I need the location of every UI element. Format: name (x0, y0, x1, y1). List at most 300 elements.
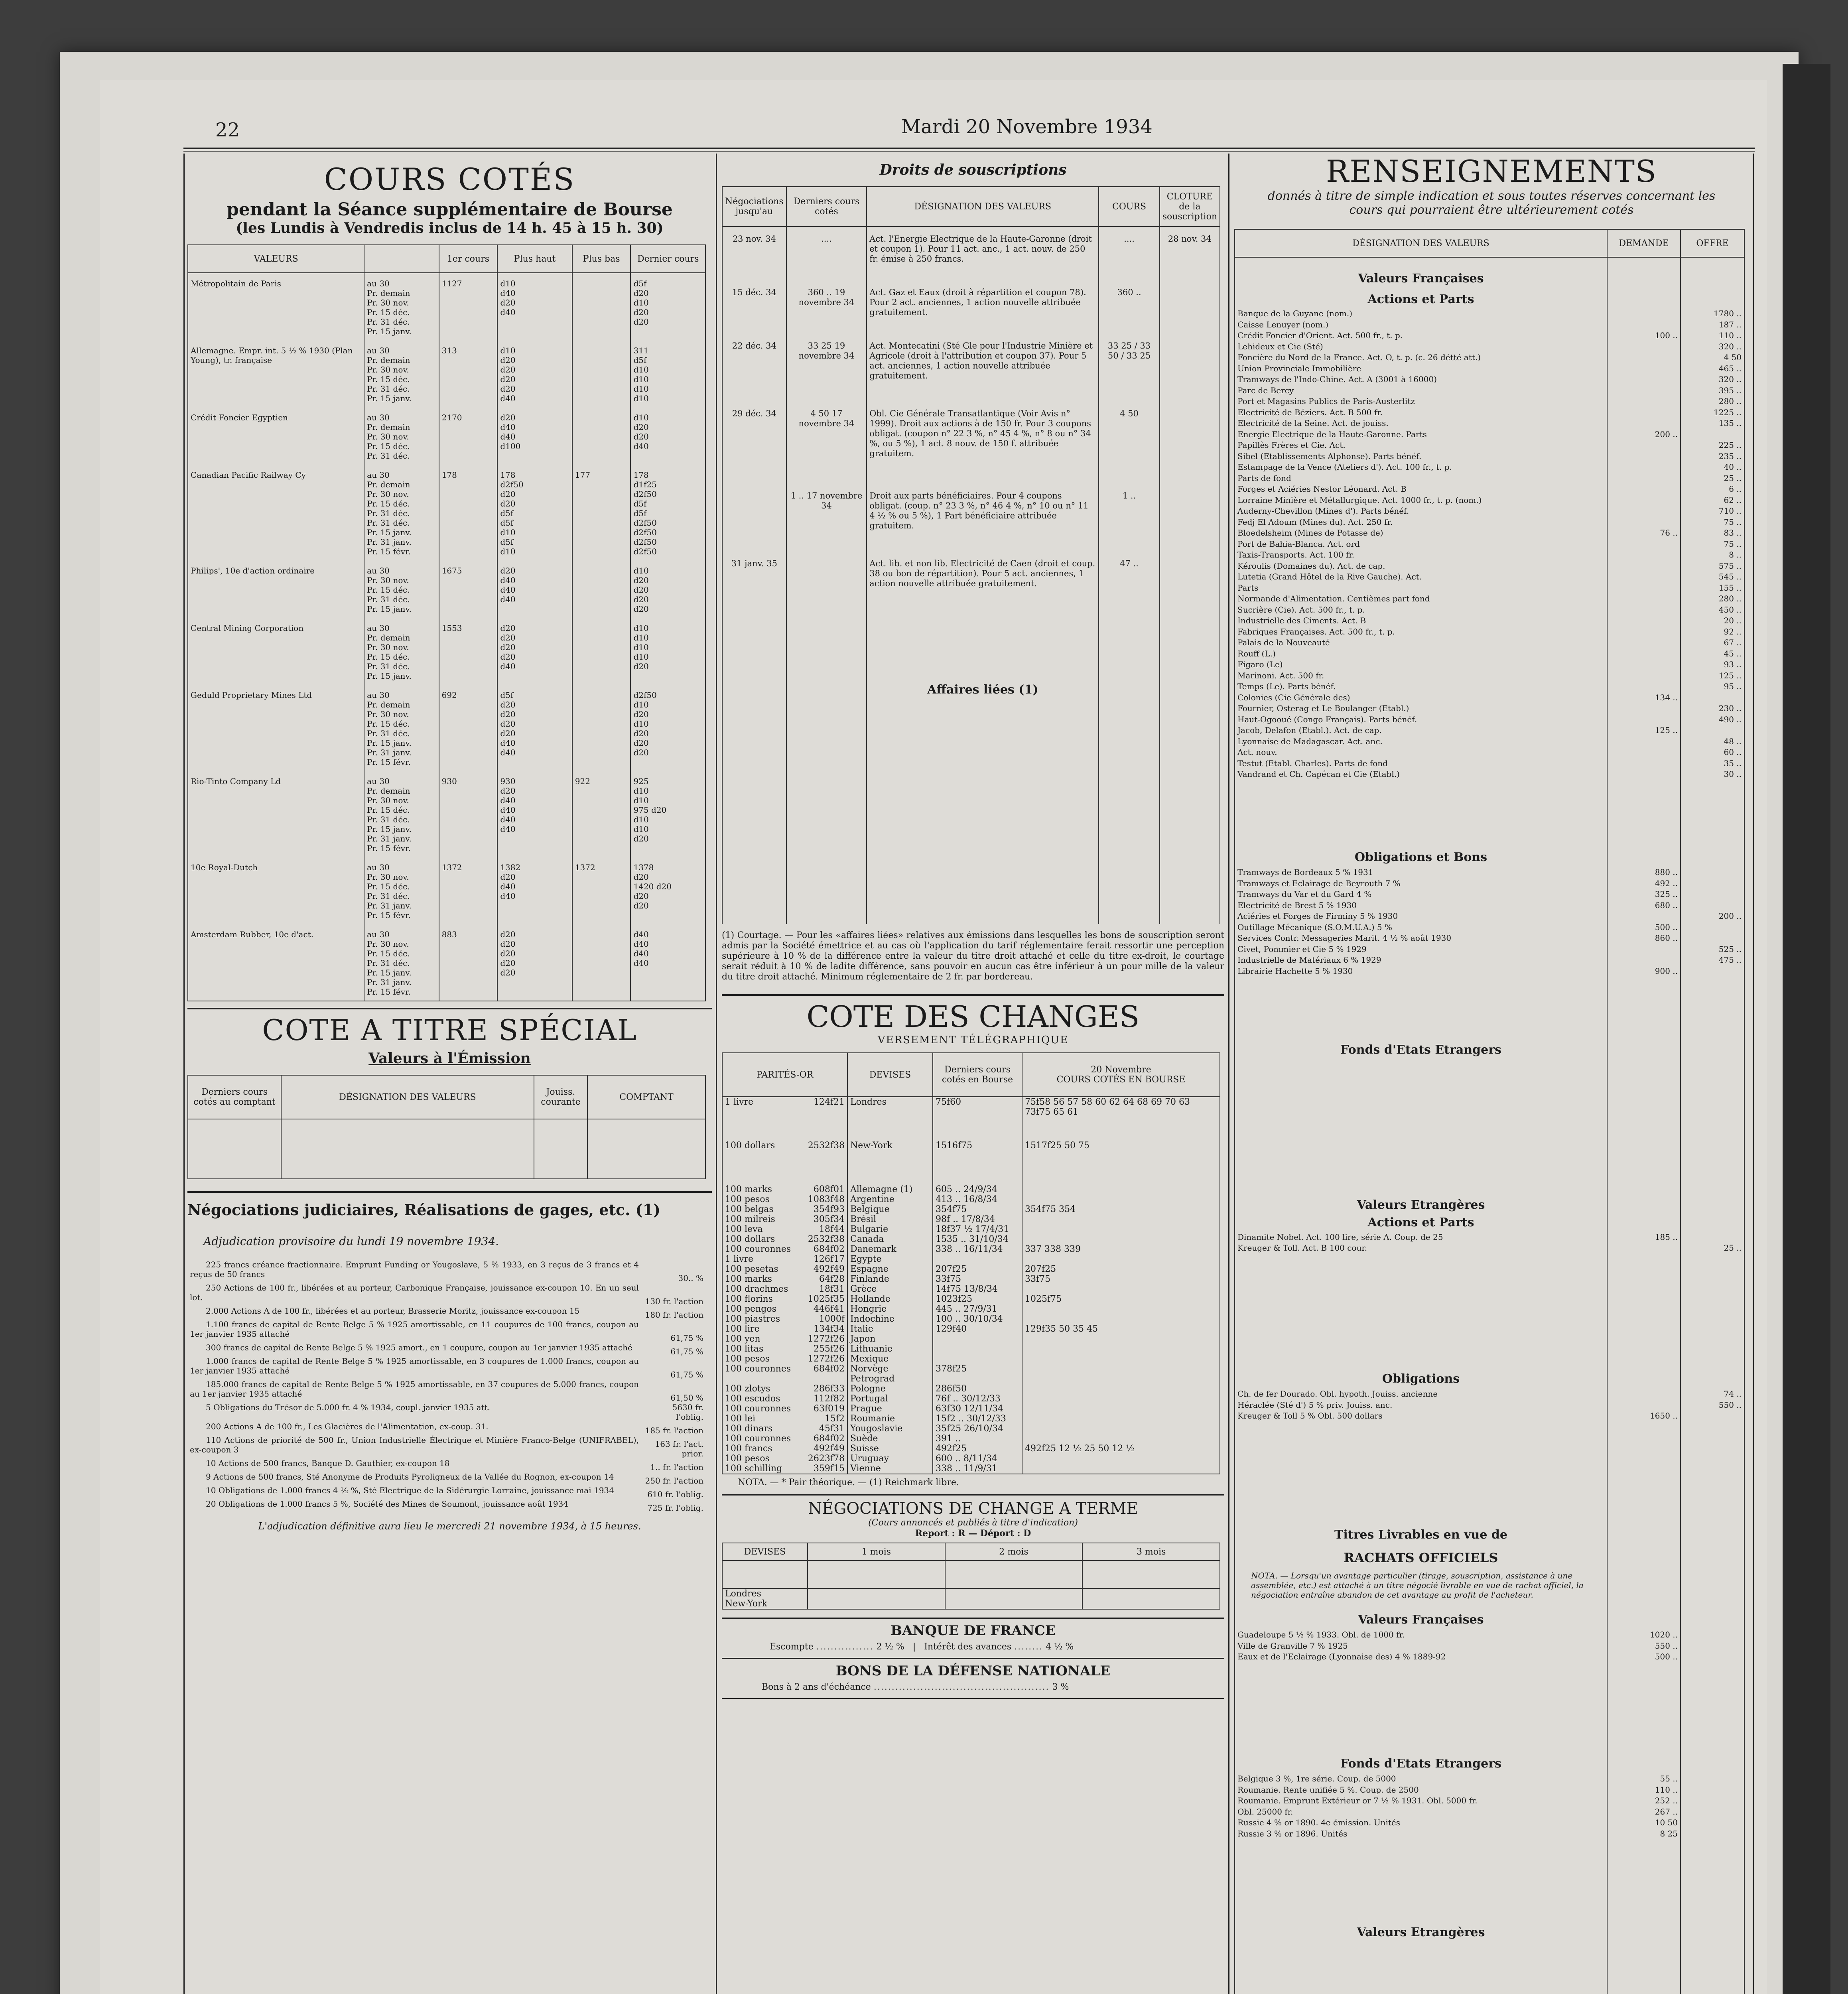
escompte-value: 2 ½ % (876, 1642, 904, 1652)
demande-value (1607, 944, 1681, 956)
devise: Mexique (847, 1354, 933, 1364)
offre-value: 545 .. (1681, 572, 1744, 583)
valeur-name: Dinamite Nobel. Act. 100 lire, série A. Coup. de 25 (1235, 1232, 1607, 1243)
terme-legend: Report : R — Déport : D (915, 1528, 1031, 1539)
demande-value (1607, 440, 1681, 451)
parite-unite: 100 belgas (725, 1204, 774, 1214)
top-rule-thin (183, 151, 1755, 152)
banque-title: BANQUE DE FRANCE (891, 1623, 1056, 1639)
col-header-parites: PARITÉS-OR (722, 1053, 847, 1097)
offre-value (1681, 1630, 1744, 1641)
valeur-name: Port de Bahia-Blanca. Act. ord (1235, 539, 1607, 550)
souscription-cell: Act. Montecatini (Sté Gle pour l'Industrie Minière et Agricole (droit à l'attribution et coupon 37). Pour 5 act. anciennes, 1 action nouvelle attribuée gratuitement. (867, 334, 1099, 402)
parite-or: 15f2 (824, 1414, 845, 1424)
souscription-row (722, 334, 1220, 402)
change-row (722, 1464, 1220, 1474)
demande-value (1607, 484, 1681, 495)
demande-value (1607, 418, 1681, 430)
section-heading: Valeurs Etrangères (1235, 1192, 1607, 1215)
renseignement-row (1235, 572, 1744, 583)
demande-value (1607, 1243, 1681, 1254)
cours-cotes-subtitle: pendant la Séance supplémentaire de Bourse (227, 199, 673, 220)
demande-value: 252 .. (1607, 1796, 1681, 1807)
col-header-cours: COURS (1099, 187, 1159, 227)
valeur-name: Eaux et de l'Eclairage (Lyonnaise des) 4 % 1889-92 (1235, 1652, 1607, 1663)
valeur-name: Ville de Granville 7 % 1925 (1235, 1641, 1607, 1652)
souscription-cell: .... (786, 227, 867, 280)
col-header-terme (364, 245, 439, 273)
cours-cotes (1022, 1394, 1220, 1404)
rachats-nota: NOTA. — Lorsqu'un avantage particulier (tirage, souscription, assistance à une assemblée, etc.) est attaché à un titre négocié livrable en vue de rachat officiel, la négociation entraîne abandon de cet avantage au profit de l'acheteur. (1235, 1568, 1607, 1607)
renseignement-row (1235, 900, 1744, 912)
valeur-name: Foncière du Nord de la France. Act. O, t. p. (c. 26 détté att.) (1235, 353, 1607, 364)
demande-value: 10 50 (1607, 1818, 1681, 1829)
bons-title: BONS DE LA DÉFENSE NATIONALE (835, 1663, 1111, 1679)
parite-unite: 100 dollars (725, 1141, 775, 1151)
cours-cotes (1022, 1304, 1220, 1314)
valeur-name: Colonies (Cie Générale des) (1235, 693, 1607, 704)
parite-unite: 100 florins (725, 1294, 773, 1304)
col-header-derniers-cours-bourse: Derniers cours cotés en Bourse (933, 1053, 1022, 1097)
dernier-cours: 286f50 (933, 1384, 1022, 1394)
cours-cell: au 30 Pr. 30 nov. Pr. 15 déc. Pr. 31 déc. Pr. 15 janv. (364, 560, 439, 618)
cours-cell: 313 (439, 340, 498, 407)
change-row (722, 1374, 1220, 1384)
negociations-list (187, 1260, 706, 1513)
renseignement-row (1235, 364, 1744, 375)
cours-cell: 1372 (439, 857, 498, 924)
negociation-price: 30.. % (678, 1273, 703, 1283)
devise: Londres (847, 1097, 933, 1141)
section-row (1235, 1607, 1744, 1630)
renseignement-row (1235, 1389, 1744, 1400)
parite-unite: 100 drachmes (725, 1284, 788, 1294)
cours-cell: d40 d40 d40 d40 (630, 924, 705, 1001)
parite-unite: 100 schilling (725, 1464, 782, 1474)
cours-cell (572, 618, 631, 685)
devise: Lithuanie (847, 1344, 933, 1354)
dernier-cours: 1023f25 (933, 1294, 1022, 1304)
dernier-cours: 129f40 (933, 1324, 1022, 1334)
valeur-name: Kéroulis (Domaines du). Act. de cap. (1235, 561, 1607, 572)
demande-value (1607, 320, 1681, 331)
valeur-name: Tramways du Var et du Gard 4 % (1235, 889, 1607, 900)
dernier-cours: 15f2 .. 30/12/33 (933, 1414, 1022, 1424)
souscription-cell (1160, 334, 1220, 402)
demande-value: 492 .. (1607, 879, 1681, 890)
negociation-text: 185.000 francs de capital de Rente Belge 5 % 1925 amortissable, en 37 coupures de 5.000 francs, coupon au 1er janvier 1935 attaché (190, 1379, 639, 1399)
demande-value: 325 .. (1607, 889, 1681, 900)
offre-value: 550 .. (1681, 1400, 1744, 1411)
change-row (722, 1434, 1220, 1444)
cours-cotes: 354f75 354 (1022, 1204, 1220, 1214)
dernier-cours: 338 .. 11/9/31 (933, 1464, 1022, 1474)
col-header-3-mois: 3 mois (1082, 1543, 1220, 1561)
valeur-name: Parc de Bercy (1235, 386, 1607, 397)
parite-unite: 100 francs (725, 1444, 772, 1454)
dernier-cours: 207f25 (933, 1264, 1022, 1274)
negociation-price: 163 fr. l'act. prior. (655, 1439, 703, 1458)
renseignement-row (1235, 638, 1744, 649)
adjudication-line: Adjudication provisoire du lundi 19 novembre 1934. (203, 1235, 499, 1248)
col-header-cours-cotes (1022, 1053, 1220, 1097)
parite-or: 18f31 (819, 1284, 845, 1294)
section-heading: Valeurs Etrangères (1235, 1919, 1607, 1943)
valeur-name: Act. nouv. (1235, 747, 1607, 759)
parite-unite: 100 lei (725, 1414, 756, 1424)
affaires-liees: Affaires liées (1) (867, 605, 1099, 924)
offre-value: 450 .. (1681, 605, 1744, 616)
offre-value: 1225 .. (1681, 408, 1744, 419)
dernier-cours: 492f25 (933, 1444, 1022, 1454)
valeur-name: Librairie Hachette 5 % 1930 (1235, 966, 1607, 977)
negociation-text: 2.000 Actions A de 100 fr., libérées et au porteur, Brasserie Moritz, jouissance ex-coupon 15 (206, 1306, 580, 1316)
dernier-cours: 600 .. 8/11/34 (933, 1454, 1022, 1464)
demande-value (1607, 342, 1681, 353)
section-heading: Fonds d'Etats Etrangers (1235, 1037, 1607, 1060)
renseignement-row (1235, 955, 1744, 966)
demande-value (1607, 737, 1681, 748)
demande-value: 200 .. (1607, 430, 1681, 441)
valeur-name: Sibel (Etablissements Alphonse). Parts bénéf. (1235, 451, 1607, 463)
parite-unite: 100 zlotys (725, 1384, 770, 1394)
renseignement-row (1235, 473, 1744, 485)
devise: Vienne (847, 1464, 933, 1474)
col-header-comptant: COMPTANT (587, 1075, 705, 1119)
negociation-text: 10 Actions de 500 francs, Banque D. Gauthier, ex-coupon 18 (206, 1458, 450, 1468)
change-row (722, 1284, 1220, 1294)
column-divider-1 (716, 154, 717, 1994)
parite-or: 608f01 (813, 1184, 845, 1194)
valeur-name: Vandrand et Ch. Capécan et Cie (Etabl.) (1235, 769, 1607, 780)
cours-cotes: 207f25 (1022, 1264, 1220, 1274)
renseignement-row (1235, 386, 1744, 397)
negociation-text: 225 francs créance fractionnaire. Emprunt Funding or Yougoslave, 5 % 1933, en 3 reçus de 3 francs et 4 reçus de 50 francs (190, 1260, 639, 1279)
negociation-price: 180 fr. l'action (645, 1310, 703, 1320)
valeur-name: Aciéries et Forges de Firminy 5 % 1930 (1235, 911, 1607, 922)
courtage-note: (1) Courtage. — Pour les «affaires liées» relatives aux émissions dans lesquelles les bons de souscription seront admis par la Société émettrice et au cas où l'application du tarif réglementaire ferait ressortir une perception supérieure à 10 % de la différence entre la valeur du titre droit attaché et celle du titre ex-droit, le courtage serait réduit à 10 % de ladite différence, sans pouvoir en aucun cas être inférieur à un pour mille de la valeur du titre droit attaché. Minimum réglementaire de 2 fr. par bordereau. (722, 930, 1224, 982)
offre-value (1681, 1232, 1744, 1243)
souscription-row (722, 484, 1220, 552)
cours-cotes (1022, 1194, 1220, 1204)
cours-cell: Amsterdam Rubber, 10e d'act. (188, 924, 364, 1001)
change-row (722, 1224, 1220, 1234)
offre-value: 25 .. (1681, 1243, 1744, 1254)
negociation-price: 5630 fr. l'oblig. (672, 1403, 703, 1422)
renseignement-row (1235, 1807, 1744, 1818)
dernier-cours (933, 1254, 1022, 1264)
parite-or: 305f34 (813, 1214, 845, 1224)
cours-row (188, 273, 705, 340)
change-row (722, 1254, 1220, 1264)
souscription-cell: 1 .. 17 novembre 34 (786, 484, 867, 552)
change-row (722, 1364, 1220, 1374)
change-row (722, 1384, 1220, 1394)
avances-label: Intérêt des avances (924, 1642, 1012, 1652)
renseignement-row (1235, 550, 1744, 561)
demande-value (1607, 396, 1681, 408)
valeur-name: Normande d'Alimentation. Centièmes part fond (1235, 594, 1607, 605)
offre-value: 45 .. (1681, 649, 1744, 660)
cours-cell (572, 407, 631, 465)
col-header-terme-devises: DEVISES (722, 1543, 808, 1561)
devise: Egypte (847, 1254, 933, 1264)
valeur-name: Union Provinciale Immobilière (1235, 364, 1607, 375)
cours-cotes (1022, 1214, 1220, 1224)
offre-value: 25 .. (1681, 473, 1744, 485)
devise: Yougoslavie (847, 1424, 933, 1434)
parite-unite: 1 livre (725, 1097, 754, 1107)
section-row (1235, 1751, 1744, 1774)
dernier-cours: 354f75 (933, 1204, 1022, 1214)
renseignement-row (1235, 561, 1744, 572)
valeur-name: Banque de la Guyane (nom.) (1235, 309, 1607, 320)
col-header-derniers-cours-cotes: Derniers cours cotés (786, 187, 867, 227)
demande-value (1607, 374, 1681, 386)
negociation-price: 250 fr. l'action (645, 1476, 703, 1486)
adjudication-definitive: L'adjudication définitive aura lieu le mercredi 21 novembre 1934, à 15 heures. (258, 1521, 641, 1532)
demande-value (1607, 561, 1681, 572)
negociation-text: 110 Actions de priorité de 500 fr., Union Industrielle Électrique et Minière Franco-Belge (UNIFRABEL), ex-coupon 3 (190, 1435, 639, 1454)
cours-cell: 883 (439, 924, 498, 1001)
souscription-cell: 4 50 17 novembre 34 (786, 402, 867, 484)
dernier-cours (933, 1374, 1022, 1384)
change-row (722, 1294, 1220, 1304)
souscription-cell: Act. lib. et non lib. Electricité de Caen (droit et coup. 38 ou bon de répartition). Pour 5 act. anciennes, 1 action nouvelle attribuée gratuitement. (867, 552, 1099, 605)
renseignement-row (1235, 506, 1744, 517)
change-row (722, 1194, 1220, 1204)
negociation-price: 130 fr. l'action (645, 1296, 703, 1306)
negociation-price: 185 fr. l'action (645, 1426, 703, 1435)
valeur-name: Fabriques Françaises. Act. 500 fr., t. p. (1235, 627, 1607, 638)
negociation-item (187, 1422, 706, 1435)
parite-unite: 100 leva (725, 1224, 763, 1234)
renseignement-row (1235, 462, 1744, 473)
valeur-name: Papillès Frères et Cie. Act. (1235, 440, 1607, 451)
cours-row (188, 560, 705, 618)
parite-unite: 100 lire (725, 1324, 760, 1334)
cours-cotes (1022, 1334, 1220, 1344)
devise: Uruguay (847, 1454, 933, 1464)
demande-value (1607, 616, 1681, 627)
parite-or: 1272f26 (808, 1334, 845, 1344)
negociation-item (187, 1486, 706, 1499)
renseignement-row (1235, 616, 1744, 627)
renseignement-row (1235, 353, 1744, 364)
dernier-cours: 98f .. 17/8/34 (933, 1214, 1022, 1224)
offre-value: 465 .. (1681, 364, 1744, 375)
offre-value: 35 .. (1681, 759, 1744, 770)
renseignement-row (1235, 933, 1744, 944)
demande-value (1607, 506, 1681, 517)
offre-value: 20 .. (1681, 616, 1744, 627)
col-header-designation-r: DÉSIGNATION DES VALEURS (1235, 229, 1607, 257)
renseignement-row (1235, 660, 1744, 671)
change-row (722, 1314, 1220, 1324)
offre-value (1681, 1652, 1744, 1663)
changes-title: COTE DES CHANGES (806, 1000, 1140, 1034)
binding-shadow (1783, 64, 1830, 1994)
demande-value (1607, 473, 1681, 485)
dernier-cours: 391 .. (933, 1434, 1022, 1444)
bons-value: 3 % (1052, 1682, 1069, 1692)
changes-table (722, 1052, 1220, 1474)
demande-value: 100 .. (1607, 331, 1681, 342)
valeur-name: Héraclée (Sté d') 5 % priv. Jouiss. anc. (1235, 1400, 1607, 1411)
cours-cotes: 492f25 12 ½ 25 50 12 ½ (1022, 1444, 1220, 1454)
devise: Prague (847, 1404, 933, 1414)
renseignement-row (1235, 879, 1744, 890)
cours-cell: 10e Royal-Dutch (188, 857, 364, 924)
cours-cell (572, 273, 631, 340)
parite-unite: 100 couronnes (725, 1434, 791, 1444)
cours-cell: au 30 Pr. demain Pr. 30 nov. Pr. 15 déc. Pr. 31 déc. Pr. 15 janv. (364, 340, 439, 407)
cours-row (188, 465, 705, 560)
offre-value: 83 .. (1681, 528, 1744, 539)
col-header-offre: OFFRE (1681, 229, 1744, 257)
demande-value (1607, 583, 1681, 594)
section-row (1235, 1919, 1744, 1943)
parite-unite: 100 pesos (725, 1354, 770, 1364)
demande-value (1607, 769, 1681, 780)
cote-titre-special-subtitle: Valeurs à l'Émission (368, 1050, 531, 1067)
devise: Indochine (847, 1314, 933, 1324)
souscription-row (722, 402, 1220, 484)
souscription-cell: .... (1099, 227, 1159, 280)
valeur-name: Auderny-Chevillon (Mines d'). Parts bénéf. (1235, 506, 1607, 517)
renseignement-row (1235, 440, 1744, 451)
dernier-cours: 338 .. 16/11/34 (933, 1244, 1022, 1254)
cours-cell (572, 924, 631, 1001)
valeur-name: Civet, Pommier et Cie 5 % 1929 (1235, 944, 1607, 956)
change-row (722, 1444, 1220, 1454)
demande-value (1607, 747, 1681, 759)
souscription-cell (1160, 402, 1220, 484)
parite-unite: 1 livre (725, 1254, 754, 1264)
parite-or: 286f33 (813, 1384, 845, 1394)
demande-value (1607, 660, 1681, 671)
valeur-name: Energie Electrique de la Haute-Garonne. Parts (1235, 430, 1607, 441)
offre-value: 125 .. (1681, 671, 1744, 682)
change-row (722, 1214, 1220, 1224)
demande-value (1607, 638, 1681, 649)
cours-cotes: 1025f75 (1022, 1294, 1220, 1304)
parite-or: 446f41 (813, 1304, 845, 1314)
terme-subtitle: (Cours annoncés et publiés à titre d'indication) (868, 1518, 1078, 1528)
parite-unite: 100 yen (725, 1334, 760, 1344)
valeur-name: Roumanie. Rente unifiée 5 %. Coup. de 2500 (1235, 1785, 1607, 1796)
demande-value: 134 .. (1607, 693, 1681, 704)
cours-row (188, 407, 705, 465)
cours-cell: d5f d20 d10 d20 d20 (630, 273, 705, 340)
devise: Petrograd (847, 1374, 933, 1384)
dernier-cours: 413 .. 16/8/34 (933, 1194, 1022, 1204)
parite-or: 2532f38 (808, 1234, 845, 1244)
offre-value (1681, 1796, 1744, 1807)
cours-cell: 1378 d20 1420 d20 d20 d20 (630, 857, 705, 924)
col-header-devises: DEVISES (847, 1053, 933, 1097)
renseignement-row (1235, 342, 1744, 353)
cours-cell: 930 d20 d40 d40 d40 d40 (497, 771, 572, 857)
renseignement-row (1235, 594, 1744, 605)
offre-value (1681, 922, 1744, 934)
negociation-item (187, 1356, 706, 1379)
negociation-text: 5 Obligations du Trésor de 5.000 fr. 4 % 1934, coupl. janvier 1935 att. (206, 1403, 491, 1412)
souscription-cell: 33 25 / 33 50 / 33 25 (1099, 334, 1159, 402)
offre-value: 92 .. (1681, 627, 1744, 638)
parite-unite: 100 marks (725, 1184, 772, 1194)
valeur-name: Services Contr. Messageries Marit. 4 ½ % août 1930 (1235, 933, 1607, 944)
cours-cotes (1022, 1374, 1220, 1384)
renseignement-row (1235, 451, 1744, 463)
cours-cotes (1022, 1184, 1220, 1194)
valeur-name: Rouff (L.) (1235, 649, 1607, 660)
parite-unite: 100 couronnes (725, 1404, 791, 1414)
devise: Bulgarie (847, 1224, 933, 1234)
souscription-cell: 28 nov. 34 (1160, 227, 1220, 280)
parite-or: 134f34 (813, 1324, 845, 1334)
demande-value: 500 .. (1607, 922, 1681, 934)
column-left (187, 154, 712, 1994)
parite-unite: 100 escudos (725, 1394, 780, 1404)
renseignement-row (1235, 682, 1744, 693)
negociation-price: 610 fr. l'oblig. (647, 1490, 703, 1499)
dernier-cours: 605 .. 24/9/34 (933, 1184, 1022, 1194)
parite-or: 124f21 (813, 1097, 845, 1107)
renseignement-row (1235, 911, 1744, 922)
section-heading: Valeurs Françaises (1235, 1607, 1607, 1630)
parite-or: 126f17 (813, 1254, 845, 1264)
cours-cell: d10 d10 d10 d10 d20 (630, 618, 705, 685)
section-heading: RACHATS OFFICIELS (1235, 1545, 1607, 1568)
valeur-name: Haut-Ogooué (Congo Français). Parts bénéf. (1235, 715, 1607, 726)
demande-value: 76 .. (1607, 528, 1681, 539)
cours-cell: Philips', 10e d'action ordinaire (188, 560, 364, 618)
col-header-designation-valeurs: DÉSIGNATION DES VALEURS (867, 187, 1099, 227)
change-row (722, 1304, 1220, 1314)
terme-title: NÉGOCIATIONS DE CHANGE A TERME (808, 1499, 1138, 1518)
demande-value (1607, 1400, 1681, 1411)
cours-cell: au 30 Pr. demain Pr. 30 nov. Pr. 15 déc. Pr. 31 déc. Pr. 15 janv. Pr. 31 janv. Pr. 15 févr. (364, 771, 439, 857)
offre-value (1681, 1774, 1744, 1785)
offre-value: 74 .. (1681, 1389, 1744, 1400)
offre-value: 30 .. (1681, 769, 1744, 780)
section-row (1235, 1215, 1744, 1232)
cours-cell: d10 d20 d20 d20 d20 (630, 560, 705, 618)
col-header-1-mois: 1 mois (808, 1543, 945, 1561)
souscription-cell: 22 déc. 34 (722, 334, 786, 402)
souscription-cell: Obl. Cie Générale Transatlantique (Voir Avis n° 1999). Droit aux actions à de 150 fr. Pour 3 coupons obligat. (coupon n° 22 3 %, n° 45 4 %, n° 8 ou n° 34 %, ou 5 %), 1 act. 8 nouv. de 150 f. attribuée gratuitem. (867, 402, 1099, 484)
changes-nota: NOTA. — * Pair théorique. — (1) Reichmark libre. (738, 1478, 959, 1488)
parite-or: 255f26 (813, 1344, 845, 1354)
souscription-cell: 1 .. (1099, 484, 1159, 552)
parite-or: 112f82 (813, 1394, 845, 1404)
cours-cell: 1675 (439, 560, 498, 618)
change-row (722, 1344, 1220, 1354)
cours-cotes: 129f35 50 35 45 (1022, 1324, 1220, 1334)
renseignement-row (1235, 583, 1744, 594)
page-number: 22 (215, 119, 240, 141)
cours-cell: au 30 Pr. 30 nov. Pr. 15 déc. Pr. 31 déc. Pr. 15 janv. Pr. 31 janv. Pr. 15 févr. (364, 924, 439, 1001)
change-row (722, 1264, 1220, 1274)
valeur-name: Tramways de Bordeaux 5 % 1931 (1235, 867, 1607, 879)
bons-label: Bons à 2 ans d'échéance (762, 1682, 871, 1692)
renseignement-row (1235, 747, 1744, 759)
terme-londres: Londres (722, 1588, 808, 1599)
renseignement-row (1235, 309, 1744, 320)
renseignement-row (1235, 693, 1744, 704)
parite-unite: 100 pesos (725, 1194, 770, 1204)
